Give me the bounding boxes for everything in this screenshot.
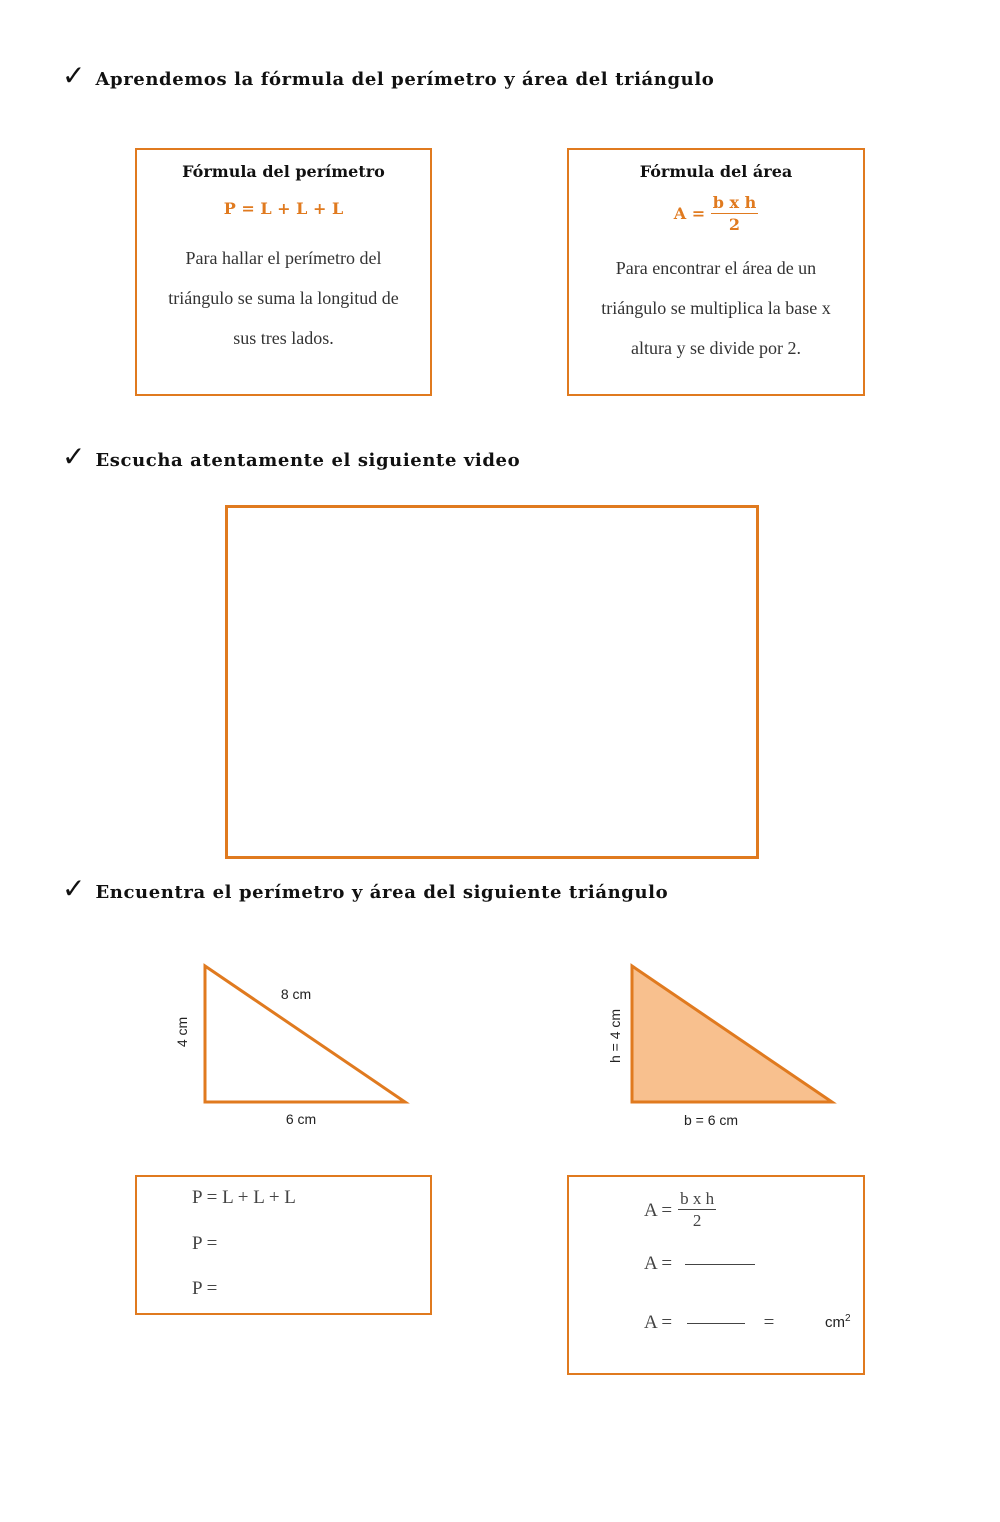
perimeter-substitution-line[interactable]: P = bbox=[192, 1233, 218, 1254]
perimeter-formula-line: P = L + L + L bbox=[192, 1187, 296, 1208]
fraction bbox=[711, 193, 759, 236]
unit-superscript: 2 bbox=[845, 1313, 851, 1324]
height-label: h = 4 cm bbox=[607, 1008, 623, 1064]
formula-prefix: A = bbox=[673, 204, 706, 223]
description-line: triángulo se multiplica la base x bbox=[601, 298, 831, 318]
area-substitution-line[interactable] bbox=[644, 1253, 755, 1275]
card-title: Fórmula del perímetro bbox=[182, 162, 385, 181]
checkmark-icon: ✓ bbox=[62, 440, 86, 473]
description-line: altura y se divide por 2. bbox=[631, 338, 801, 358]
area-result-line[interactable] bbox=[644, 1312, 774, 1334]
card-title: Fórmula del área bbox=[639, 162, 793, 181]
section-heading-exercise bbox=[62, 872, 669, 905]
area-prefix: A = bbox=[644, 1312, 673, 1333]
equals-sign: = bbox=[763, 1312, 775, 1333]
hypotenuse-label: 8 cm bbox=[280, 986, 312, 1002]
section-title: Aprendemos la fórmula del perímetro y área del triángulo bbox=[95, 69, 715, 90]
description-line: Para hallar el perímetro del bbox=[185, 248, 382, 268]
fraction bbox=[678, 1189, 716, 1232]
blank-line[interactable] bbox=[687, 1323, 745, 1324]
perimeter-answer-box[interactable] bbox=[135, 1175, 432, 1315]
perimeter-formula-card bbox=[135, 148, 432, 396]
fraction-numerator: b x h bbox=[712, 193, 757, 212]
area-formula-card bbox=[567, 148, 865, 396]
area-formula bbox=[569, 193, 863, 236]
card-description bbox=[137, 238, 430, 358]
description-line: triángulo se suma la longitud de bbox=[168, 288, 399, 308]
blank-line[interactable] bbox=[685, 1264, 755, 1265]
area-prefix: A = bbox=[644, 1253, 673, 1274]
area-triangle-figure bbox=[590, 950, 850, 1140]
description-line: sus tres lados. bbox=[233, 328, 334, 348]
fraction-denominator: 2 bbox=[692, 1211, 702, 1230]
area-prefix: A = bbox=[644, 1199, 673, 1221]
checkmark-icon: ✓ bbox=[62, 872, 86, 905]
section-heading-video bbox=[62, 440, 521, 473]
unit-text: cm bbox=[825, 1314, 845, 1331]
perimeter-result-line[interactable]: P = bbox=[192, 1278, 218, 1299]
height-label: 4 cm bbox=[174, 1016, 190, 1048]
fraction-numerator: b x h bbox=[680, 1189, 715, 1208]
perimeter-triangle-figure bbox=[160, 950, 440, 1140]
description-line: Para encontrar el área de un bbox=[615, 258, 817, 278]
section-heading-formulas bbox=[62, 59, 715, 92]
area-formula-line bbox=[644, 1189, 716, 1232]
base-label: b = 6 cm bbox=[683, 1112, 739, 1128]
checkmark-icon: ✓ bbox=[62, 59, 86, 92]
fraction-denominator: 2 bbox=[728, 215, 741, 234]
section-title: Encuentra el perímetro y área del siguiente triángulo bbox=[95, 882, 669, 903]
area-unit bbox=[825, 1313, 851, 1331]
base-label: 6 cm bbox=[285, 1111, 317, 1127]
filled-triangle bbox=[632, 966, 832, 1102]
area-answer-box[interactable] bbox=[567, 1175, 865, 1375]
perimeter-formula: P = L + L + L bbox=[223, 199, 344, 218]
section-title: Escucha atentamente el siguiente video bbox=[95, 450, 521, 471]
video-frame[interactable] bbox=[225, 505, 759, 859]
card-description bbox=[569, 248, 863, 368]
